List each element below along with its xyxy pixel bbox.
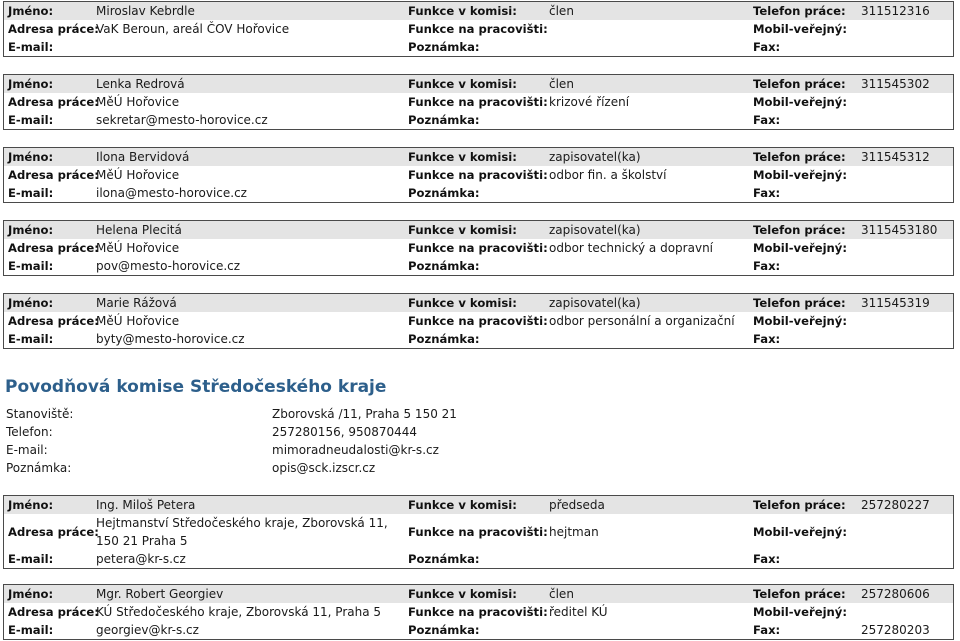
work-phone-value: 311512316 [861,4,930,18]
label-email: E-mail: [8,332,54,346]
label-note: Poznámka: [408,113,480,127]
label-work-phone: Telefon práce: [753,4,846,18]
workplace-role-value: odbor fin. a školství [549,168,667,182]
info-label-location: Stanoviště: [6,407,74,421]
label-mobile: Mobil-veřejný: [753,241,847,255]
committee-role-value: zapisovatel(ka) [549,223,641,237]
label-note: Poznámka: [408,623,480,637]
workplace-role-value: krizové řízení [549,95,630,109]
card-row-email [4,38,953,56]
card-row-address [4,20,953,38]
info-value-location: Zborovská /11, Praha 5 150 21 [272,407,457,421]
label-work-address: Adresa práce: [8,168,99,182]
card-row-name [4,148,953,166]
work-address-value: MěÚ Hořovice [96,168,180,182]
label-workplace-role: Funkce na pracovišti: [408,605,548,619]
label-work-address: Adresa práce: [8,22,99,36]
work-phone-value: 311545302 [861,77,930,91]
label-work-phone: Telefon práce: [753,77,846,91]
label-name: Jméno: [8,296,54,310]
card-row-email [4,330,953,348]
card-row-email [4,111,953,129]
label-workplace-role: Funkce na pracovišti: [408,22,548,36]
label-mobile: Mobil-veřejný: [753,314,847,328]
label-mobile: Mobil-veřejný: [753,22,847,36]
label-workplace-role: Funkce na pracovišti: [408,241,548,255]
label-committee-role: Funkce v komisi: [408,296,517,310]
workplace-role-value: odbor personální a organizační [549,314,735,328]
card-row-address [4,93,953,111]
label-email: E-mail: [8,186,54,200]
label-name: Jméno: [8,77,54,91]
label-workplace-role: Funkce na pracovišti: [408,95,548,109]
card-row-address [4,239,953,257]
label-note: Poznámka: [408,552,480,566]
label-workplace-role: Funkce na pracovišti: [408,314,548,328]
committee-role-value: zapisovatel(ka) [549,296,641,310]
label-work-phone: Telefon práce: [753,150,846,164]
email-value: pov@mesto-horovice.cz [96,259,241,273]
label-fax: Fax: [753,186,781,200]
work-phone-value: 257280227 [861,498,930,512]
label-fax: Fax: [753,259,781,273]
label-mobile: Mobil-veřejný: [753,525,847,539]
label-mobile: Mobil-veřejný: [753,168,847,182]
contact-card [3,220,954,276]
contact-card [3,147,954,203]
contact-name: Ilona Bervidová [96,150,190,164]
label-email: E-mail: [8,40,54,54]
workplace-role-value: hejtman [549,525,599,539]
info-label-note: Poznámka: [6,461,72,475]
contact-name: Helena Plecitá [96,223,182,237]
fax-value: 257280203 [861,623,930,637]
card-row-email [4,550,953,568]
label-work-phone: Telefon práce: [753,223,846,237]
card-row-name [4,221,953,239]
email-value: byty@mesto-horovice.cz [96,332,245,346]
contact-card [3,293,954,349]
card-row-name [4,2,953,20]
label-work-address: Adresa práce: [8,314,99,328]
email-value: ilona@mesto-horovice.cz [96,186,247,200]
contact-name: Lenka Redrová [96,77,185,91]
contact-card [3,584,954,640]
work-phone-value: 3115453180 [861,223,938,237]
email-value: sekretar@mesto-horovice.cz [96,113,268,127]
label-fax: Fax: [753,332,781,346]
card-row-name [4,294,953,312]
contact-name: Marie Rážová [96,296,177,310]
contact-card [3,1,954,57]
committee-role-value: člen [549,77,574,91]
label-mobile: Mobil-veřejný: [753,95,847,109]
work-address-value: MěÚ Hořovice [96,241,180,255]
label-fax: Fax: [753,552,781,566]
label-work-phone: Telefon práce: [753,587,846,601]
label-committee-role: Funkce v komisi: [408,223,517,237]
committee-role-value: člen [549,587,574,601]
work-address-value: VaK Beroun, areál ČOV Hořovice [96,22,290,36]
info-value-note: opis@sck.izscr.cz [272,461,376,475]
label-work-address: Adresa práce: [8,525,99,539]
contact-card [3,74,954,130]
label-note: Poznámka: [408,186,480,200]
info-value-phone: 257280156, 950870444 [272,425,418,439]
work-phone-value: 311545319 [861,296,930,310]
email-value: petera@kr-s.cz [96,552,186,566]
work-address-value: MěÚ Hořovice [96,314,180,328]
card-row-email [4,257,953,275]
label-fax: Fax: [753,623,781,637]
work-address-value: Hejtmanství Středočeského kraje, Zborovská 11, 150 21 Praha 5 [96,516,388,548]
card-row-address [4,166,953,184]
label-committee-role: Funkce v komisi: [408,150,517,164]
work-address-value: MěÚ Hořovice [96,95,180,109]
contact-name: Ing. Miloš Petera [96,498,196,512]
contact-card [3,495,954,569]
label-name: Jméno: [8,498,54,512]
committee-role-value: předseda [549,498,605,512]
label-note: Poznámka: [408,259,480,273]
label-committee-role: Funkce v komisi: [408,498,517,512]
label-email: E-mail: [8,552,54,566]
label-email: E-mail: [8,113,54,127]
label-work-address: Adresa práce: [8,605,99,619]
info-value-email: mimoradneudalosti@kr-s.cz [272,443,439,457]
label-name: Jméno: [8,223,54,237]
label-committee-role: Funkce v komisi: [408,587,517,601]
card-row-name [4,496,953,514]
card-row-email [4,621,953,639]
label-note: Poznámka: [408,40,480,54]
info-label-phone: Telefon: [6,425,53,439]
label-email: E-mail: [8,259,54,273]
card-row-address [4,603,953,621]
label-name: Jméno: [8,4,54,18]
label-work-phone: Telefon práce: [753,296,846,310]
work-phone-value: 257280606 [861,587,930,601]
label-fax: Fax: [753,113,781,127]
label-work-address: Adresa práce: [8,95,99,109]
label-work-phone: Telefon práce: [753,498,846,512]
label-committee-role: Funkce v komisi: [408,77,517,91]
card-row-address [4,514,953,550]
contact-name: Mgr. Robert Georgiev [96,587,224,601]
work-address-value: KÚ Středočeského kraje, Zborovská 11, Praha 5 [96,605,382,619]
card-row-email [4,184,953,202]
email-value: georgiev@kr-s.cz [96,623,199,637]
contact-name: Miroslav Kebrdle [96,4,195,18]
label-name: Jméno: [8,587,54,601]
work-phone-value: 311545312 [861,150,930,164]
label-email: E-mail: [8,623,54,637]
label-mobile: Mobil-veřejný: [753,605,847,619]
label-fax: Fax: [753,40,781,54]
card-row-address [4,312,953,330]
label-workplace-role: Funkce na pracovišti: [408,525,548,539]
label-name: Jméno: [8,150,54,164]
label-workplace-role: Funkce na pracovišti: [408,168,548,182]
committee-role-value: člen [549,4,574,18]
label-work-address: Adresa práce: [8,241,99,255]
label-committee-role: Funkce v komisi: [408,4,517,18]
info-label-email: E-mail: [6,443,48,457]
card-row-name [4,75,953,93]
label-note: Poznámka: [408,332,480,346]
workplace-role-value: ředitel KÚ [549,605,608,619]
committee-role-value: zapisovatel(ka) [549,150,641,164]
section-title: Povodňová komise Středočeského kraje [5,377,387,397]
workplace-role-value: odbor technický a dopravní [549,241,714,255]
card-row-name [4,585,953,603]
